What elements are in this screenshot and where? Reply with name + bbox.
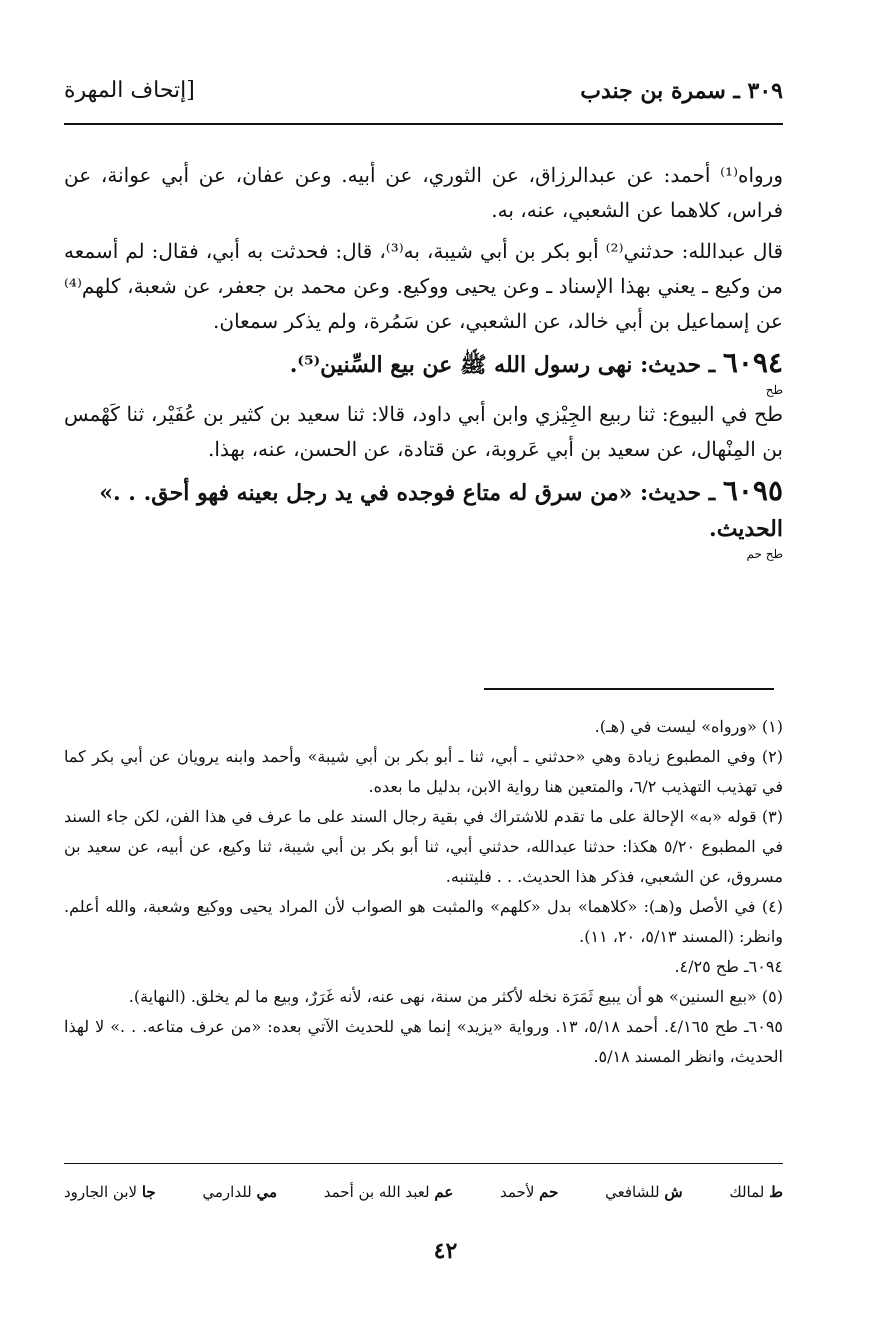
- hadith-text: ـ حديث: «من سرق له متاع فوجده في يد رجل بعينه فهو أحق. . .» الحديث.: [99, 480, 783, 542]
- paragraph-1: ورواه⁽¹⁾ أحمد: عن عبدالرزاق، عن الثوري، عن أبيه. وعن عفان، عن أبي عوانة، عن فراس، كلاهما عن الشعبي، عنه، به.: [64, 163, 783, 222]
- source-mark: طح حم: [746, 547, 783, 561]
- main-text: [64, 158, 783, 561]
- hadith-number: ٦٠٩٥: [722, 474, 783, 507]
- legend-item: عم لعبد الله بن أحمد: [323, 1183, 454, 1201]
- legend-item: ش للشافعي: [605, 1183, 683, 1201]
- legend-item: جا لابن الجارود: [64, 1183, 156, 1201]
- hadith-6094: [64, 345, 783, 383]
- footnote: (٢) وفي المطبوع زيادة وهي «حدثني ـ أبي، ثنا ـ أبو بكر بن أبي شيبة» وأحمد وابنه يرويان عن أبي بكر كما في تهذيب التهذيب ٦/٢، والمتعين هنا رواية الابن، بدليل ما بعده.: [64, 747, 783, 796]
- page-number: ٤٢: [433, 1238, 458, 1264]
- abbreviation-legend: [64, 1183, 783, 1209]
- paragraph-3: طح في البيوع: ثنا ربيع الجِيْزي وابن أبي داود، قالا: ثنا سعيد بن كثير بن عُفَيْر، ثنا كَهْمس بن المِنْهال، عن سعيد بن أبي عَروبة، عن قتادة، عن الحسن، عنه، بهذا.: [64, 402, 783, 461]
- section-title: ٣٠٩ ـ سمرة بن جندب: [580, 78, 783, 104]
- footnote: (٣) قوله «به» الإحالة على ما تقدم للاشتراك في بقية رجال السند على ما عرف في هذا الفن، لكن جاء السند في المطبوع ٥/٢٠ هكذا: حدثنا عبدالله، حدثني أبي، ثنا أبو بكر بن أبي شيبة، ثنا وكيع، عن أبيه، عن سعيد بن مسروق، عن الشعبي، فذكر هذا الحديث. . . فليتنبه.: [64, 807, 783, 886]
- legend-item: مي للدارمي: [202, 1183, 278, 1201]
- footnote: ٦٠٩٤ـ طح ٤/٢٥.: [674, 957, 783, 976]
- footnote: ٦٠٩٥ـ طح ٤/١٦٥. أحمد ٥/١٨، ١٣. ورواية «يزيد» إنما هي للحديث الآتي بعده: «من عرف متاعه. . .» لا لهذا الحديث، وانظر المسند ٥/١٨.: [64, 1017, 784, 1066]
- legend-rule: [64, 1163, 783, 1164]
- hadith-number: ٦٠٩٤: [722, 346, 783, 379]
- paragraph-2: قال عبدالله: حدثني⁽²⁾ أبو بكر بن أبي شيبة، به⁽³⁾، قال: فحدثت به أبي، فقال: لم أسمعه من وكيع ـ يعني بهذا الإسناد ـ وعن يحيى ووكيع. وعن محمد بن جعفر، عن شعبة، كلهم⁽⁴⁾ عن إسماعيل بن أبي خالد، عن الشعبي، عن سَمُرة، ولم يذكر سمعان.: [64, 239, 784, 333]
- hadith-6095: [64, 473, 783, 547]
- footnote: (٥) «بيع السنين» هو أن يبيع ثَمَرَة نخله لأكثر من سنة، نهى عنه، لأنه غَرَرٌ، وبيع ما لم يخلق. (النهاية).: [128, 987, 783, 1006]
- legend-item: ط لمالك: [729, 1183, 783, 1201]
- footnote: (١) «ورواه» ليست في (هـ).: [594, 717, 783, 736]
- header-rule: [64, 123, 783, 125]
- source-mark: طح: [765, 383, 783, 397]
- book-title: [إتحاف المهرة: [64, 78, 195, 103]
- hadith-text: ـ حديث: نهى رسول الله ﷺ عن بيع السِّنين⁽⁵⁾.: [289, 352, 716, 378]
- footnotes: [64, 712, 783, 1072]
- footnote: (٤) في الأصل و(هـ): «كلاهما» بدل «كلهم» والمثبت هو الصواب لأن المراد يحيى ووكيع وشعبة، والله أعلم. وانظر: (المسند ٥/١٣، ٢٠، ١١).: [64, 897, 783, 946]
- page-header: [64, 78, 783, 118]
- legend-item: حم لأحمد: [500, 1183, 559, 1201]
- footnote-separator: [484, 688, 774, 690]
